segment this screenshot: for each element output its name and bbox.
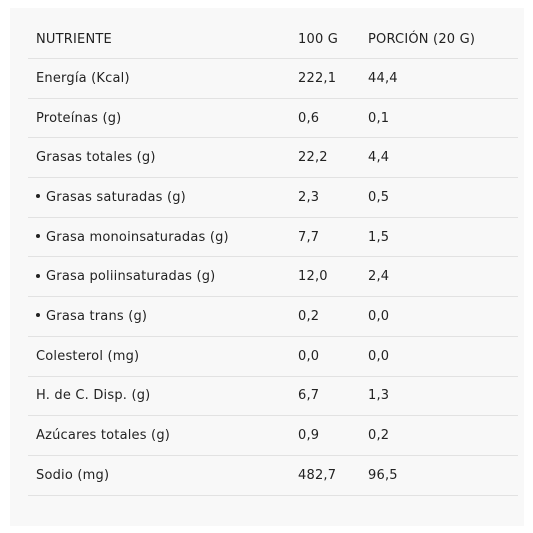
nutrient-name: Azúcares totales (g) [36, 428, 171, 444]
per100-value: 6,7 [298, 388, 320, 404]
header-nutriente: NUTRIENTE [36, 31, 112, 47]
table-row [28, 416, 518, 456]
nutrient-name-cell [28, 178, 298, 218]
table-row [28, 376, 518, 416]
per100-value: 482,7 [298, 467, 337, 483]
per100-value: 0,2 [298, 308, 320, 324]
nutrient-name-cell [28, 257, 298, 297]
nutrition-card [10, 8, 524, 526]
header-porcion: PORCIÓN (20 G) [368, 31, 476, 47]
per100-value: 2,3 [298, 189, 320, 205]
portion-value: 0,2 [368, 428, 390, 444]
header-100g: 100 G [298, 31, 339, 47]
portion-value: 4,4 [368, 150, 390, 166]
table-header [28, 20, 518, 59]
header-row [28, 20, 518, 59]
table-row [28, 336, 518, 376]
bullet-icon [36, 313, 40, 317]
nutrient-name: Proteínas (g) [36, 110, 122, 126]
portion-value: 0,1 [368, 110, 390, 126]
table-row [28, 297, 518, 337]
nutrient-name-cell [28, 455, 298, 495]
per100-value: 12,0 [298, 269, 328, 285]
portion-value: 0,5 [368, 189, 390, 205]
portion-value: 96,5 [368, 467, 398, 483]
table-row [28, 455, 518, 495]
nutrient-name-cell [28, 217, 298, 257]
nutrient-name-cell [28, 98, 298, 138]
nutrient-name-cell [28, 376, 298, 416]
per100-value: 222,1 [298, 70, 337, 86]
nutrient-name: Grasas totales (g) [36, 150, 156, 166]
nutrient-name: Grasas saturadas (g) [46, 189, 186, 205]
per100-value: 0,9 [298, 428, 320, 444]
per100-value: 0,6 [298, 110, 320, 126]
nutrient-name: Colesterol (mg) [36, 348, 140, 364]
per100-value: 22,2 [298, 150, 328, 166]
per100-value: 7,7 [298, 229, 320, 245]
nutrient-name: Grasa trans (g) [46, 308, 148, 324]
nutrition-table [28, 20, 518, 496]
portion-value: 1,3 [368, 388, 390, 404]
portion-value: 1,5 [368, 229, 390, 245]
nutrient-name-cell [28, 416, 298, 456]
portion-value: 44,4 [368, 70, 398, 86]
nutrient-name-cell [28, 297, 298, 337]
table-body [28, 59, 518, 496]
nutrient-name: Sodio (mg) [36, 467, 110, 483]
table-row [28, 178, 518, 218]
bullet-icon [36, 194, 40, 198]
portion-value: 2,4 [368, 269, 390, 285]
per100-value: 0,0 [298, 348, 320, 364]
table-row [28, 59, 518, 99]
nutrient-name: Grasa monoinsaturadas (g) [46, 229, 229, 245]
table-row [28, 217, 518, 257]
bullet-icon [36, 274, 40, 278]
table-row [28, 98, 518, 138]
table-row [28, 257, 518, 297]
portion-value: 0,0 [368, 348, 390, 364]
nutrient-name: H. de C. Disp. (g) [36, 388, 151, 404]
nutrient-name-cell [28, 138, 298, 178]
table-row [28, 138, 518, 178]
nutrient-name: Grasa poliinsaturadas (g) [46, 269, 216, 285]
bullet-icon [36, 234, 40, 238]
nutrient-name: Energía (Kcal) [36, 70, 130, 86]
nutrient-name-cell [28, 336, 298, 376]
nutrient-name-cell [28, 59, 298, 99]
portion-value: 0,0 [368, 308, 390, 324]
